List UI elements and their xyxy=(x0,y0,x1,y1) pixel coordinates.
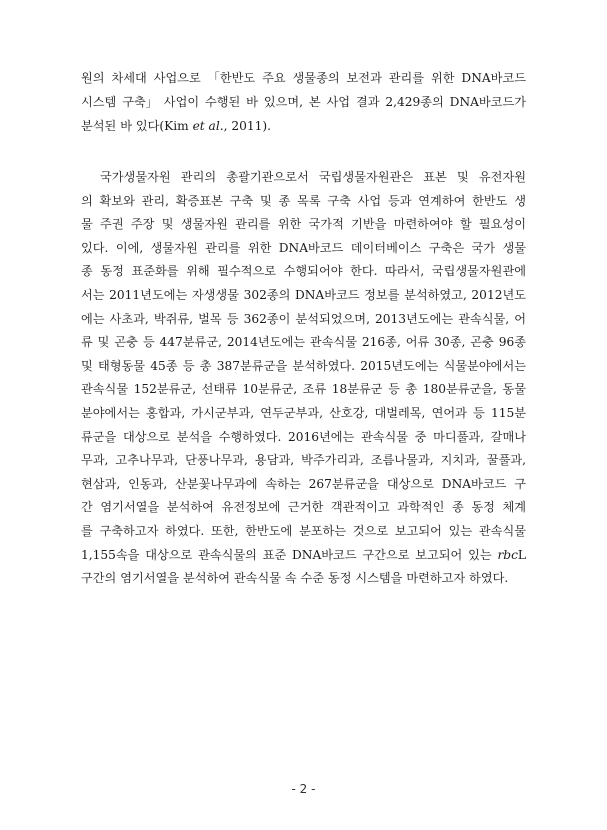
text-line-content xyxy=(81,547,526,563)
text-segment: 현삼과, 인동과, 산분꽃나무과에 속하는 267분류군을 대상으로 DNA바코드 구 xyxy=(81,476,526,491)
text-segment: 분석된 바 있다(Kim xyxy=(81,119,193,133)
text-line xyxy=(81,193,526,209)
text-line xyxy=(81,263,526,279)
text-line-content xyxy=(81,570,508,586)
text-line xyxy=(81,570,508,586)
text-line xyxy=(81,499,526,515)
text-line xyxy=(81,452,526,468)
text-line-content xyxy=(81,429,526,445)
text-line-content xyxy=(81,287,526,303)
text-segment: 시스템 구축」 사업이 수행된 바 있으며, 본 사업 결과 2,429종의 DNA바코드가 xyxy=(81,95,526,109)
text-segment: 서는 2011년도에는 자생생물 302종의 DNA바코드 정보를 분석하였고, 2012년도 xyxy=(81,288,526,302)
text-segment: 물 주권 주장 및 생물자원 관리를 위한 국가적 기반을 마련하여야 할 필요성이 xyxy=(81,217,526,232)
text-line xyxy=(81,523,526,539)
italic-text: et al. xyxy=(192,119,224,133)
text-segment: 1,155속을 대상으로 관속식물의 표준 DNA바코드 구간으로 보고되어 있는 xyxy=(81,547,498,562)
text-segment: 를 구축하고자 하였다. 또한, 한반도에 분포하는 것으로 보고되어 있는 관속식물 xyxy=(81,524,526,538)
text-line-content xyxy=(100,169,526,185)
text-segment: 류군을 대상으로 분석을 수행하였다. 2016년에는 관속식물 중 마디풀과, 갈매나 xyxy=(81,429,526,444)
text-segment: 및 태형동물 45종 등 총 387분류군을 분석하였다. 2015년도에는 식물분야에서는 xyxy=(81,358,526,373)
text-segment: 원의 차세대 사업으로 「한반도 주요 생물종의 보전과 관리를 위한 DNA바코드 xyxy=(81,71,526,85)
text-segment: 분야에서는 홍합과, 가시군부과, 연두군부과, 산호강, 대벌레목, 연어과 등 115분 xyxy=(81,406,526,420)
text-line xyxy=(81,429,526,445)
text-line xyxy=(81,94,526,110)
text-line xyxy=(81,405,526,421)
text-segment: 종 동정 표준화를 위해 필수적으로 수행되어야 한다. 따라서, 국립생물자원관에 xyxy=(81,264,526,279)
text-segment: 류 및 곤충 등 447분류군, 2014년도에는 관속식물 216종, 어류 30종, 곤충 96종 xyxy=(81,335,526,350)
text-line-content xyxy=(81,334,526,350)
text-segment: 에는 사초과, 박쥐류, 벌목 등 362종이 분석되었으며, 2013년도에는 관속식물, 어 xyxy=(81,311,526,326)
italic-text: rbc xyxy=(497,547,518,562)
text-segment: 국가생물자원 관리의 총괄기관으로서 국립생물자원관은 표본 및 유전자원 xyxy=(100,170,526,184)
text-line-content xyxy=(81,193,526,209)
text-segment: 간 염기서열을 분석하여 유전정보에 근거한 객관적이고 과학적인 종 동정 체계 xyxy=(81,500,526,515)
text-line-content xyxy=(81,476,526,492)
text-line xyxy=(81,287,526,303)
text-segment: , 2011). xyxy=(223,119,272,133)
text-segment: 있다. 이에, 생물자원 관리를 위한 DNA바코드 데이터베이스 구축은 국가 생물 xyxy=(81,240,526,255)
text-line-content xyxy=(81,452,526,468)
text-line-content xyxy=(81,240,526,256)
text-line-content xyxy=(81,523,526,539)
text-line-content xyxy=(81,94,526,110)
text-line-content xyxy=(81,311,526,327)
text-line-content xyxy=(81,216,526,232)
text-line xyxy=(100,169,526,185)
text-line xyxy=(81,381,526,397)
text-line xyxy=(81,216,526,232)
text-line-content xyxy=(81,381,526,397)
text-segment: 무과, 고추나무과, 단풍나무과, 용담과, 박주가리과, 조름나물과, 지치과, 꿀풀과, xyxy=(81,453,526,468)
text-line xyxy=(81,118,271,134)
page-number: - 2 - xyxy=(291,782,316,796)
text-line xyxy=(81,240,526,256)
text-segment: 의 확보와 관리, 확증표본 구축 및 종 목록 구축 사업 등과 연계하여 한반도 생 xyxy=(81,193,526,208)
text-line xyxy=(81,334,526,350)
text-line-content xyxy=(81,263,526,279)
text-line xyxy=(81,358,526,374)
text-line xyxy=(81,547,526,563)
text-line-content xyxy=(81,405,526,421)
text-segment: 구간의 염기서열을 분석하여 관속식물 속 수준 동정 시스템을 마련하고자 하였다. xyxy=(81,571,509,586)
text-line xyxy=(81,70,526,86)
text-segment: L xyxy=(517,547,526,562)
text-line-content xyxy=(81,118,271,134)
text-segment: 관속식물 152분류군, 선태류 10분류군, 조류 18분류군 등 총 180분류군을, 동물 xyxy=(81,382,526,397)
text-line xyxy=(81,311,526,327)
text-line-content xyxy=(81,70,526,86)
text-line-content xyxy=(81,358,526,374)
text-line-content xyxy=(81,499,526,515)
text-line xyxy=(81,476,526,492)
